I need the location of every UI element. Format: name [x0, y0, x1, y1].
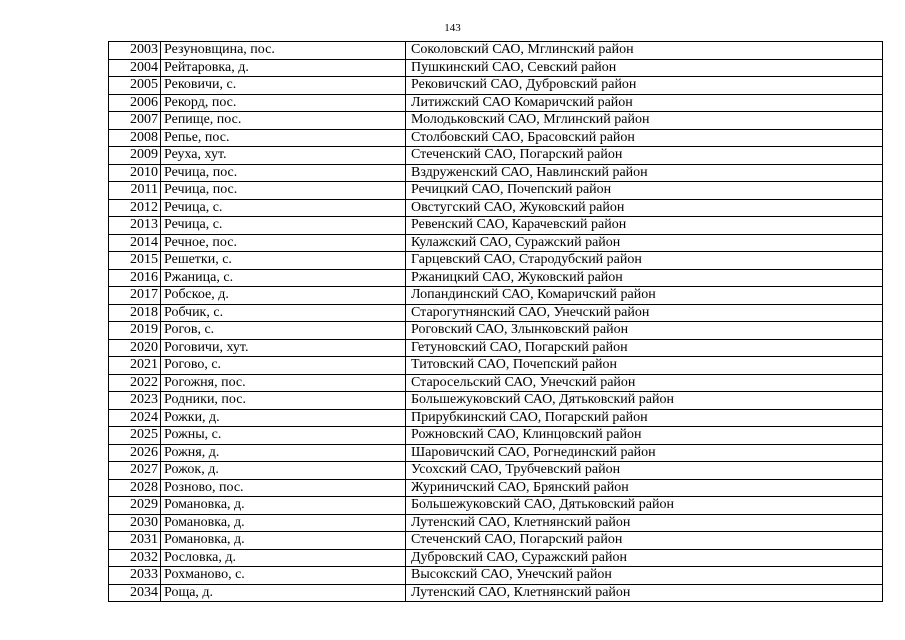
settlement-name: Родники, пос. — [161, 392, 406, 410]
administrative-unit: Лутенский САО, Клетнянский район — [406, 584, 883, 602]
table-row — [109, 42, 883, 60]
row-number: 2033 — [109, 567, 161, 585]
administrative-unit: Кулажский САО, Суражский район — [406, 234, 883, 252]
row-number: 2017 — [109, 287, 161, 305]
administrative-unit: Литижский САО Комаричский район — [406, 94, 883, 112]
row-number: 2032 — [109, 549, 161, 567]
table-row — [109, 584, 883, 602]
table-row — [109, 427, 883, 445]
table-row — [109, 129, 883, 147]
row-number: 2007 — [109, 112, 161, 130]
settlement-name: Репье, пос. — [161, 129, 406, 147]
settlement-name: Речица, с. — [161, 199, 406, 217]
settlement-name: Робское, д. — [161, 287, 406, 305]
table-row — [109, 339, 883, 357]
settlement-name: Рековичи, с. — [161, 77, 406, 95]
table-row — [109, 567, 883, 585]
administrative-unit: Овстугский САО, Жуковский район — [406, 199, 883, 217]
administrative-unit: Дубровский САО, Суражский район — [406, 549, 883, 567]
settlement-name: Рогожня, пос. — [161, 374, 406, 392]
table-row — [109, 59, 883, 77]
table-row — [109, 462, 883, 480]
row-number: 2021 — [109, 357, 161, 375]
settlement-name: Резуновщина, пос. — [161, 42, 406, 60]
administrative-unit: Шаровичский САО, Рогнединский район — [406, 444, 883, 462]
row-number: 2028 — [109, 479, 161, 497]
row-number: 2003 — [109, 42, 161, 60]
administrative-unit: Старосельский САО, Унечский район — [406, 374, 883, 392]
settlement-name: Ржаница, с. — [161, 269, 406, 287]
administrative-unit: Рожновский САО, Клинцовский район — [406, 427, 883, 445]
administrative-unit: Гетуновский САО, Погарский район — [406, 339, 883, 357]
table-row — [109, 479, 883, 497]
row-number: 2018 — [109, 304, 161, 322]
row-number: 2011 — [109, 182, 161, 200]
settlement-name: Репище, пос. — [161, 112, 406, 130]
administrative-unit: Усохский САО, Трубчевский район — [406, 462, 883, 480]
settlement-name: Речица, пос. — [161, 182, 406, 200]
administrative-unit: Молодьковский САО, Мглинский район — [406, 112, 883, 130]
row-number: 2015 — [109, 252, 161, 270]
table-row — [109, 234, 883, 252]
table-row — [109, 287, 883, 305]
settlement-name: Рохманово, с. — [161, 567, 406, 585]
settlement-name: Речное, пос. — [161, 234, 406, 252]
row-number: 2027 — [109, 462, 161, 480]
table-row — [109, 269, 883, 287]
settlement-name: Романовка, д. — [161, 497, 406, 515]
table-row — [109, 532, 883, 550]
table-row — [109, 409, 883, 427]
settlement-name: Роща, д. — [161, 584, 406, 602]
row-number: 2009 — [109, 147, 161, 165]
administrative-unit: Лутенский САО, Клетнянский район — [406, 514, 883, 532]
table-row — [109, 77, 883, 95]
row-number: 2013 — [109, 217, 161, 235]
administrative-unit: Гарцевский САО, Стародубский район — [406, 252, 883, 270]
administrative-unit: Лопандинский САО, Комаричский район — [406, 287, 883, 305]
row-number: 2030 — [109, 514, 161, 532]
row-number: 2020 — [109, 339, 161, 357]
administrative-unit: Ржаницкий САО, Жуковский район — [406, 269, 883, 287]
row-number: 2016 — [109, 269, 161, 287]
row-number: 2019 — [109, 322, 161, 340]
table-row — [109, 94, 883, 112]
table-row — [109, 514, 883, 532]
administrative-unit: Речицкий САО, Почепский район — [406, 182, 883, 200]
settlement-name: Рожок, д. — [161, 462, 406, 480]
settlement-name: Рожны, с. — [161, 427, 406, 445]
table-body — [109, 42, 883, 602]
settlement-name: Рожня, д. — [161, 444, 406, 462]
settlement-name: Рогов, с. — [161, 322, 406, 340]
settlement-name: Реуха, хут. — [161, 147, 406, 165]
row-number: 2012 — [109, 199, 161, 217]
settlement-name: Роговичи, хут. — [161, 339, 406, 357]
table-row — [109, 374, 883, 392]
administrative-unit: Высокский САО, Унечский район — [406, 567, 883, 585]
administrative-unit: Роговский САО, Злынковский район — [406, 322, 883, 340]
row-number: 2026 — [109, 444, 161, 462]
row-number: 2005 — [109, 77, 161, 95]
settlement-name: Романовка, д. — [161, 514, 406, 532]
settlement-name: Речица, с. — [161, 217, 406, 235]
settlement-name: Розново, пос. — [161, 479, 406, 497]
administrative-unit: Соколовский САО, Мглинский район — [406, 42, 883, 60]
administrative-unit: Столбовский САО, Брасовский район — [406, 129, 883, 147]
table-row — [109, 252, 883, 270]
table-row — [109, 497, 883, 515]
administrative-unit: Вздруженский САО, Навлинский район — [406, 164, 883, 182]
administrative-unit: Старогутнянский САО, Унечский район — [406, 304, 883, 322]
row-number: 2004 — [109, 59, 161, 77]
row-number: 2023 — [109, 392, 161, 410]
table-row — [109, 182, 883, 200]
settlement-name: Решетки, с. — [161, 252, 406, 270]
table-row — [109, 199, 883, 217]
row-number: 2008 — [109, 129, 161, 147]
table-row — [109, 147, 883, 165]
table-row — [109, 217, 883, 235]
table-row — [109, 444, 883, 462]
table-row — [109, 549, 883, 567]
page-number: 143 — [444, 22, 461, 34]
table-row — [109, 357, 883, 375]
row-number: 2022 — [109, 374, 161, 392]
row-number: 2025 — [109, 427, 161, 445]
settlement-name: Романовка, д. — [161, 532, 406, 550]
settlement-name: Рекорд, пос. — [161, 94, 406, 112]
administrative-unit: Стеченский САО, Погарский район — [406, 147, 883, 165]
administrative-unit: Стеченский САО, Погарский район — [406, 532, 883, 550]
table-row — [109, 304, 883, 322]
administrative-unit: Прирубкинский САО, Погарский район — [406, 409, 883, 427]
administrative-unit: Большежуковский САО, Дятьковский район — [406, 392, 883, 410]
row-number: 2010 — [109, 164, 161, 182]
row-number: 2024 — [109, 409, 161, 427]
row-number: 2006 — [109, 94, 161, 112]
settlement-name: Рогово, с. — [161, 357, 406, 375]
row-number: 2014 — [109, 234, 161, 252]
row-number: 2031 — [109, 532, 161, 550]
administrative-unit: Ревенский САО, Карачевский район — [406, 217, 883, 235]
table-row — [109, 392, 883, 410]
settlement-name: Рожки, д. — [161, 409, 406, 427]
settlement-name: Рейтаровка, д. — [161, 59, 406, 77]
table-row — [109, 322, 883, 340]
administrative-unit: Титовский САО, Почепский район — [406, 357, 883, 375]
table-row — [109, 164, 883, 182]
settlement-name: Робчик, с. — [161, 304, 406, 322]
administrative-unit: Пушкинский САО, Севский район — [406, 59, 883, 77]
settlement-name: Речица, пос. — [161, 164, 406, 182]
administrative-unit: Журиничский САО, Брянский район — [406, 479, 883, 497]
settlements-table — [108, 41, 883, 602]
row-number: 2034 — [109, 584, 161, 602]
settlement-name: Рословка, д. — [161, 549, 406, 567]
row-number: 2029 — [109, 497, 161, 515]
table-row — [109, 112, 883, 130]
administrative-unit: Большежуковский САО, Дятьковский район — [406, 497, 883, 515]
administrative-unit: Рековичский САО, Дубровский район — [406, 77, 883, 95]
